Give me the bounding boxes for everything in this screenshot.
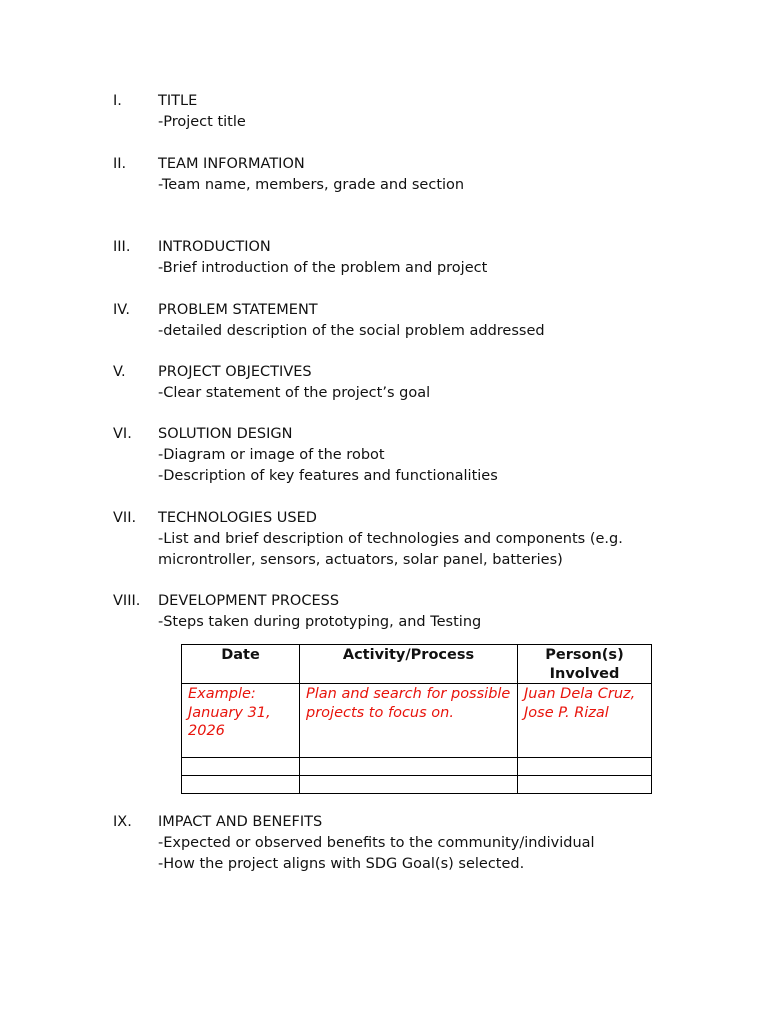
section-number: II. (113, 156, 127, 172)
example-date: Example: January 31, 2026 (182, 684, 300, 758)
section-description: -Brief introduction of the problem and project (158, 260, 488, 276)
section-title: TEAM INFORMATION (158, 156, 305, 172)
section-title: TITLE (158, 93, 198, 109)
section-title: DEVELOPMENT PROCESS (158, 593, 340, 609)
section-title: IMPACT AND BENEFITS (158, 814, 323, 830)
example-persons: Juan Dela Cruz, Jose P. Rizal (518, 684, 652, 758)
section-description: -Expected or observed benefits to the community/individual (158, 835, 595, 851)
table-header-row (182, 645, 652, 684)
section-description: -Project title (158, 114, 246, 130)
section-title: SOLUTION DESIGN (158, 426, 293, 442)
section-number: VI. (113, 426, 132, 442)
table-row (182, 758, 652, 776)
section-description: -Team name, members, grade and section (158, 177, 465, 193)
section-4 (113, 300, 673, 342)
empty-cell (182, 758, 300, 776)
section-description: -Steps taken during prototyping, and Testing (158, 614, 482, 630)
section-6 (113, 424, 673, 487)
table-row (182, 776, 652, 794)
section-description: -How the project aligns with SDG Goal(s) selected. (158, 856, 525, 872)
section-number: IX. (113, 814, 132, 830)
section-1 (113, 91, 673, 133)
empty-cell (518, 758, 652, 776)
empty-cell (300, 758, 518, 776)
section-description: -Clear statement of the project’s goal (158, 385, 431, 401)
section-5 (113, 362, 673, 404)
section-description: -List and brief description of technologies and components (e.g. microntroller, sensors, actuators, solar panel, batteries) (158, 531, 623, 568)
section-title: PROBLEM STATEMENT (158, 302, 318, 318)
section-number: VIII. (113, 593, 141, 609)
table-row (182, 684, 652, 758)
header-date: Date (182, 645, 300, 684)
development-process-table (181, 644, 652, 794)
section-7 (113, 508, 673, 571)
header-activity: Activity/Process (300, 645, 518, 684)
section-number: III. (113, 239, 131, 255)
section-title: TECHNOLOGIES USED (158, 510, 317, 526)
header-persons: Person(s) Involved (518, 645, 652, 684)
section-title: INTRODUCTION (158, 239, 271, 255)
empty-cell (518, 776, 652, 794)
empty-cell (300, 776, 518, 794)
empty-cell (182, 776, 300, 794)
section-number: VII. (113, 510, 137, 526)
section-description: -Diagram or image of the robot (158, 447, 385, 463)
section-title: PROJECT OBJECTIVES (158, 364, 312, 380)
section-description: -detailed description of the social problem addressed (158, 323, 545, 339)
section-3 (113, 237, 673, 279)
section-number: I. (113, 93, 122, 109)
section-number: IV. (113, 302, 130, 318)
section-description: -Description of key features and functionalities (158, 468, 498, 484)
section-2 (113, 154, 673, 196)
example-activity: Plan and search for possible projects to focus on. (300, 684, 518, 758)
section-number: V. (113, 364, 126, 380)
section-8 (113, 591, 673, 633)
section-9 (113, 812, 673, 875)
